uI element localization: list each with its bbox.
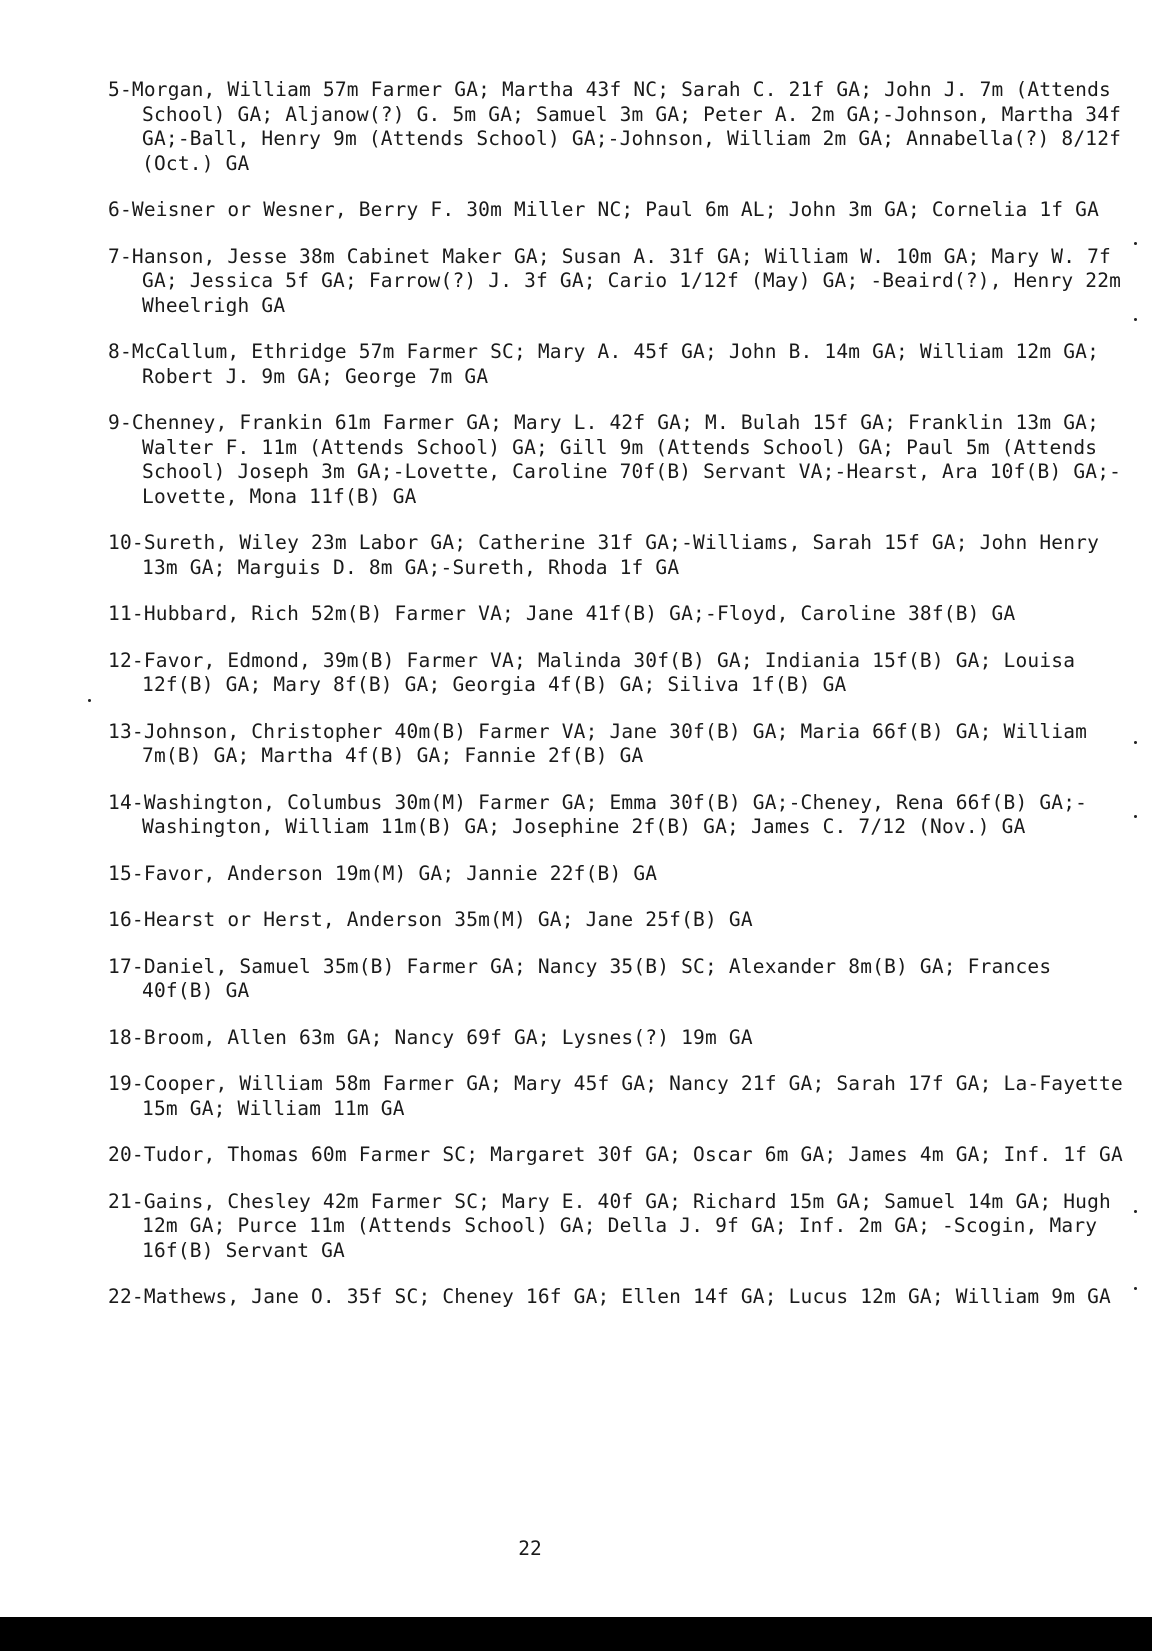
census-entry: 9-Chenney, Frankin 61m Farmer GA; Mary L. 42f GA; M. Bulah 15f GA; Franklin 13m GA; Walter F. 11m (Attends School) GA; Gill 9m (Attends School) GA; Paul 5m (Attends School) Joseph 3m GA;-Lovette, Caroline 70f(B) Servant VA;-Hearst, Ara 10f(B) GA;-Lovette, Mona 11f(B) GA (108, 411, 1122, 508)
census-entry: 16-Hearst or Herst, Anderson 35m(M) GA; Jane 25f(B) GA (108, 908, 753, 931)
scan-speck (1134, 1210, 1137, 1213)
census-entry: 14-Washington, Columbus 30m(M) Farmer GA; Emma 30f(B) GA;-Cheney, Rena 66f(B) GA;-Washington, William 11m(B) GA; Josephine 2f(B) GA; James C. 7/12 (Nov.) GA (108, 790, 1088, 838)
census-entry: 19-Cooper, William 58m Farmer GA; Mary 45f GA; Nancy 21f GA; Sarah 17f GA; La-Fayette 15m GA; William 11m GA (108, 1072, 1123, 1120)
scan-speck (1134, 1287, 1137, 1290)
census-entry: 6-Weisner or Wesner, Berry F. 30m Miller NC; Paul 6m AL; John 3m GA; Cornelia 1f GA (108, 198, 1100, 221)
census-entry: 21-Gains, Chesley 42m Farmer SC; Mary E. 40f GA; Richard 15m GA; Samuel 14m GA; Hugh 12m GA; Purce 11m (Attends School) GA; Della J. 9f GA; Inf. 2m GA; -Scogin, Mary 16f(B) Servant GA (108, 1189, 1111, 1262)
scan-speck (1134, 318, 1137, 321)
scan-bottom-border (0, 1617, 1152, 1651)
census-entry: 20-Tudor, Thomas 60m Farmer SC; Margaret 30f GA; Oscar 6m GA; James 4m GA; Inf. 1f GA (108, 1143, 1123, 1166)
census-entry: 8-McCallum, Ethridge 57m Farmer SC; Mary A. 45f GA; John B. 14m GA; William 12m GA; Robert J. 9m GA; George 7m GA (108, 340, 1100, 388)
census-entry: 17-Daniel, Samuel 35m(B) Farmer GA; Nancy 35(B) SC; Alexander 8m(B) GA; Frances 40f(B) GA (108, 954, 1052, 1002)
scan-speck (88, 699, 91, 702)
census-entry: 18-Broom, Allen 63m GA; Nancy 69f GA; Lysnes(?) 19m GA (108, 1025, 753, 1049)
census-entry: 12-Favor, Edmond, 39m(B) Farmer VA; Malinda 30f(B) GA; Indiania 15f(B) GA; Louisa 12f(B) GA; Mary 8f(B) GA; Georgia 4f(B) GA; Siliva 1f(B) GA (108, 648, 1076, 696)
census-entry-list (108, 78, 1128, 1332)
scan-speck (1134, 242, 1137, 245)
scan-speck (1134, 815, 1137, 818)
census-entry: 22-Mathews, Jane O. 35f SC; Cheney 16f GA; Ellen 14f GA; Lucus 12m GA; William 9m GA (108, 1285, 1111, 1308)
census-entry: 13-Johnson, Christopher 40m(B) Farmer VA; Jane 30f(B) GA; Maria 66f(B) GA; William 7m(B) GA; Martha 4f(B) GA; Fannie 2f(B) GA (108, 719, 1088, 767)
page-number: 22 (518, 1537, 542, 1560)
scan-speck (1134, 741, 1137, 744)
census-entry: 7-Hanson, Jesse 38m Cabinet Maker GA; Susan A. 31f GA; William W. 10m GA; Mary W. 7f GA; Jessica 5f GA; Farrow(?) J. 3f GA; Cario 1/12f (May) GA; -Beaird(?), Henry 22m Wheelrigh GA (108, 244, 1122, 317)
census-entry: 5-Morgan, William 57m Farmer GA; Martha 43f NC; Sarah C. 21f GA; John J. 7m (Attends School) GA; Aljanow(?) G. 5m GA; Samuel 3m GA; Peter A. 2m GA;-Johnson, Martha 34f GA;-Ball, Henry 9m (Attends School) GA;-Johnson, William 2m GA; Annabella(?) 8/12f (Oct.) GA (108, 78, 1122, 175)
census-entry: 11-Hubbard, Rich 52m(B) Farmer VA; Jane 41f(B) GA;-Floyd, Caroline 38f(B) GA (108, 602, 1016, 625)
census-entry: 15-Favor, Anderson 19m(M) GA; Jannie 22f(B) GA (108, 861, 658, 885)
census-entry: 10-Sureth, Wiley 23m Labor GA; Catherine 31f GA;-Williams, Sarah 15f GA; John Henry 13m GA; Marguis D. 8m GA;-Sureth, Rhoda 1f GA (108, 531, 1100, 579)
